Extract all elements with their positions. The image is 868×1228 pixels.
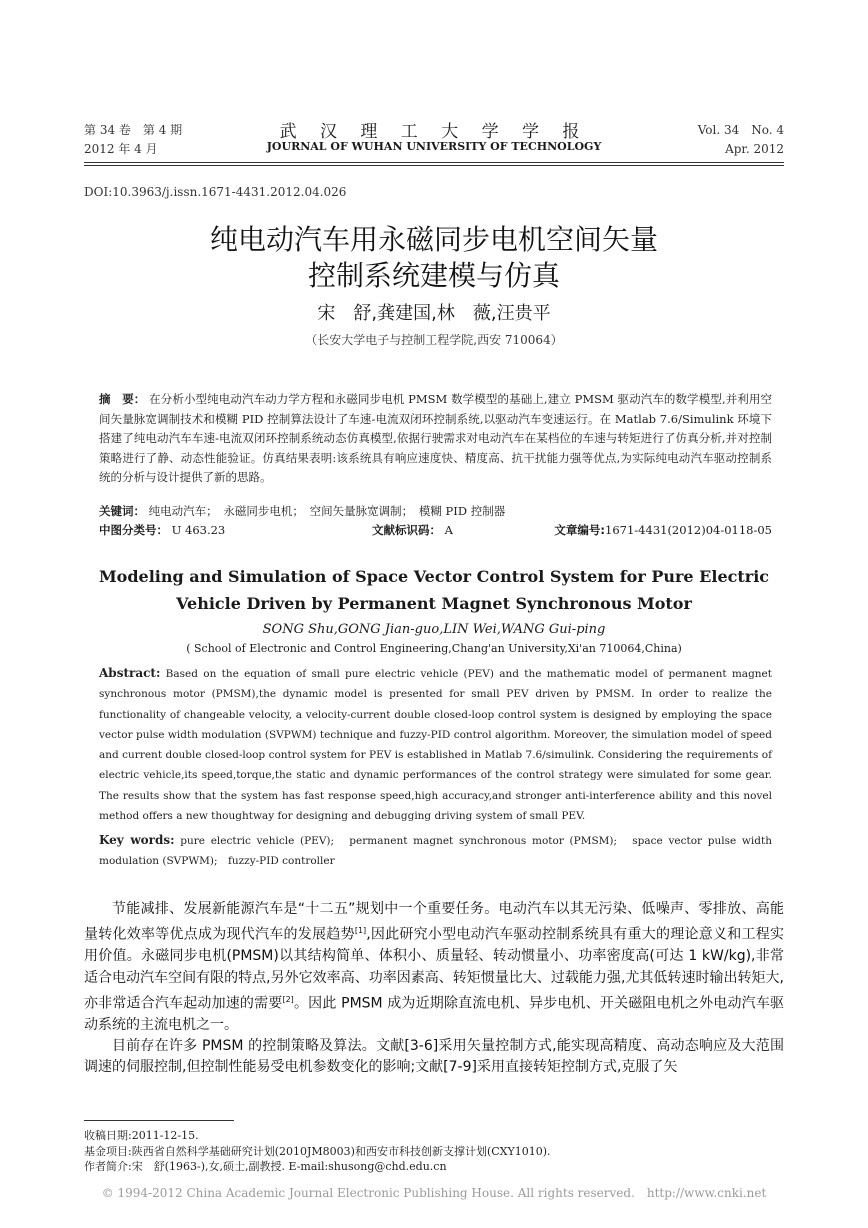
keywords-en bbox=[99, 830, 772, 872]
citation-2[interactable]: [2] bbox=[282, 994, 294, 1004]
abstract-cn bbox=[99, 390, 772, 488]
date-en: Apr. 2012 bbox=[725, 142, 784, 156]
authors-cn: 宋 舒,龚建国,林 薇,汪贵平 bbox=[317, 303, 551, 324]
clc-label: 中图分类号： bbox=[99, 523, 168, 537]
abstract-en-label: Abstract: bbox=[99, 666, 161, 680]
footnote-received: 收稿日期:2011-12-15. bbox=[84, 1129, 199, 1142]
header-rule-top bbox=[84, 162, 784, 163]
affiliation-cn: （长安大学电子与控制工程学院,西安 710064） bbox=[305, 333, 563, 347]
keywords-en-text: pure electric vehicle (PEV); permanent magnet synchronous motor (PMSM); space vector pulse width modulation (SVPWM); fuzzy-PID controller bbox=[99, 835, 772, 868]
article-number bbox=[554, 522, 772, 538]
date-cn: 2012 年 4 月 bbox=[84, 142, 158, 156]
copyright-notice: © 1994-2012 China Academic Journal Electronic Publishing House. All rights reserved. http://www.cnki.net bbox=[101, 1186, 767, 1200]
doc-code-label: 文献标识码： bbox=[372, 523, 441, 537]
body-p1-part-a: 节能减排、发展新能源汽车是“十二五”规划中一个重要任务。电动汽车以其无污染、低噪声、零排放、高能量转化效率等优点成为现代汽车的发展趋势 bbox=[84, 901, 784, 943]
classification-row bbox=[99, 522, 772, 542]
article-number-label: 文章编号: bbox=[554, 523, 606, 537]
affiliation-en: ( School of Electronic and Control Engineering,Chang'an University,Xi'an 710064,China) bbox=[186, 642, 682, 655]
header-rule-bottom bbox=[84, 165, 784, 166]
body-text bbox=[84, 899, 784, 1079]
abstract-cn-label: 摘 要： bbox=[99, 392, 146, 406]
doc-code-value: A bbox=[444, 523, 453, 537]
clc bbox=[99, 522, 225, 538]
volume-issue-en: Vol. 34 No. 4 bbox=[697, 123, 784, 137]
doi: DOI:10.3963/j.issn.1671-4431.2012.04.026 bbox=[84, 185, 347, 199]
body-paragraph-1 bbox=[84, 899, 784, 1036]
keywords-cn bbox=[99, 502, 772, 522]
footnote-author-bio: 作者简介:宋 舒(1963-),女,硕士,副教授. E-mail:shusong@chd.edu.cn bbox=[84, 1160, 447, 1173]
abstract-en bbox=[99, 663, 772, 826]
abstract-en-text: Based on the equation of small pure electric vehicle (PEV) and the mathematic model of permanent magnet synchronous motor (PMSM),the dynamic model is presented for small PEV driven by PMSM. In order to realize the functionality of changeable velocity, a velocity-current double closed-loop control system is designed by employing the space vector pulse width modulation (SVPWM) technique and fuzzy-PID control algorithm. Moreover, the simulation model of speed and current double closed-loop control system for PEV is established in Matlab 7.6/simulink. Considering the requirements of electric vehicle,its speed,torque,the static and dynamic performances of the control strategy were simulated for some gear. The results show that the system has fast response speed,high accuracy,and stronger anti-interference ability and this novel method offers a new thoughtway for designing and debugging driving system of small PEV. bbox=[99, 668, 772, 823]
title-en-line2: Vehicle Driven by Permanent Magnet Synchronous Motor bbox=[176, 594, 692, 613]
keywords-en-label: Key words: bbox=[99, 833, 175, 847]
journal-name-en: JOURNAL OF WUHAN UNIVERSITY OF TECHNOLOGY bbox=[266, 140, 602, 153]
volume-issue-cn: 第 34 卷 第 4 期 bbox=[84, 123, 183, 137]
keywords-cn-text: 纯电动汽车； 永磁同步电机； 空间矢量脉宽调制； 模糊 PID 控制器 bbox=[148, 504, 506, 518]
journal-name-cn: 武 汉 理 工 大 学 学 报 bbox=[279, 122, 589, 142]
footnotes bbox=[84, 1128, 784, 1175]
title-cn-line2: 控制系统建模与仿真 bbox=[307, 259, 560, 292]
authors-en: SONG Shu,GONG Jian-guo,LIN Wei,WANG Gui-ping bbox=[262, 622, 606, 637]
body-p1-part-b: ,因此研究小型电动汽车驱动控制系统具有重大的理论意义和工程实用价值。永磁同步电机(PMSM)以其结构简单、体积小、质量轻、转动惯量小、功率密度高(可达 1 kW/kg),非常适合电动汽车空间有限的特点,另外它效率高、功率因素高、转矩惯量比大、过载能力强,尤其低转速时输出转矩大,亦非常适合汽车起动加速的需要 bbox=[84, 926, 785, 1012]
body-paragraph-2: 目前存在许多 PMSM 的控制策略及算法。文献[3-6]采用矢量控制方式,能实现高精度、高动态响应及大范围调速的伺服控制,但控制性能易受电机参数变化的影响;文献[7-9]采用直接转矩控制方式,克服了矢 bbox=[84, 1038, 784, 1076]
citation-1[interactable]: [1] bbox=[354, 926, 367, 936]
abstract-cn-text: 在分析小型纯电动汽车动力学方程和永磁同步电机 PMSM 数学模型的基础上,建立 PMSM 驱动汽车的数学模型,并利用空间矢量脉宽调制技术和模糊 PID 控制算法设计了车速-电流双闭环控制系统,以驱动汽车变速运行。在 Matlab 7.6/Simulink 环境下搭建了纯电动汽车车速-电流双闭环控制系统动态仿真模型,依据行驶需求对电动汽车在某档位的车速与转矩进行了仿真分析,并对控制策略进行了静、动态性能验证。仿真结果表明:该系统具有响应速度快、精度高、抗干扰能力强等优点,为实际纯电动汽车驱动控制系统的分析与设计提供了新的思路。 bbox=[99, 392, 773, 484]
footnote-funding: 基金项目:陕西省自然科学基础研究计划(2010JM8003)和西安市科技创新支撑计划(CXY1010). bbox=[84, 1144, 551, 1158]
article-number-value: 1671-4431(2012)04-0118-05 bbox=[605, 523, 772, 537]
body-p1-part-c: 。因此 PMSM 成为近期除直流电机、异步电机、开关磁阻电机之外电动汽车驱动系统的主流电机之一。 bbox=[84, 995, 785, 1033]
keywords-cn-label: 关键词： bbox=[99, 504, 145, 518]
title-en-line1: Modeling and Simulation of Space Vector Control System for Pure Electric bbox=[98, 567, 770, 586]
doc-code bbox=[372, 522, 453, 538]
title-cn-line1: 纯电动汽车用永磁同步电机空间矢量 bbox=[209, 223, 658, 256]
footnote-rule bbox=[84, 1120, 234, 1121]
clc-value: U 463.23 bbox=[171, 523, 226, 537]
